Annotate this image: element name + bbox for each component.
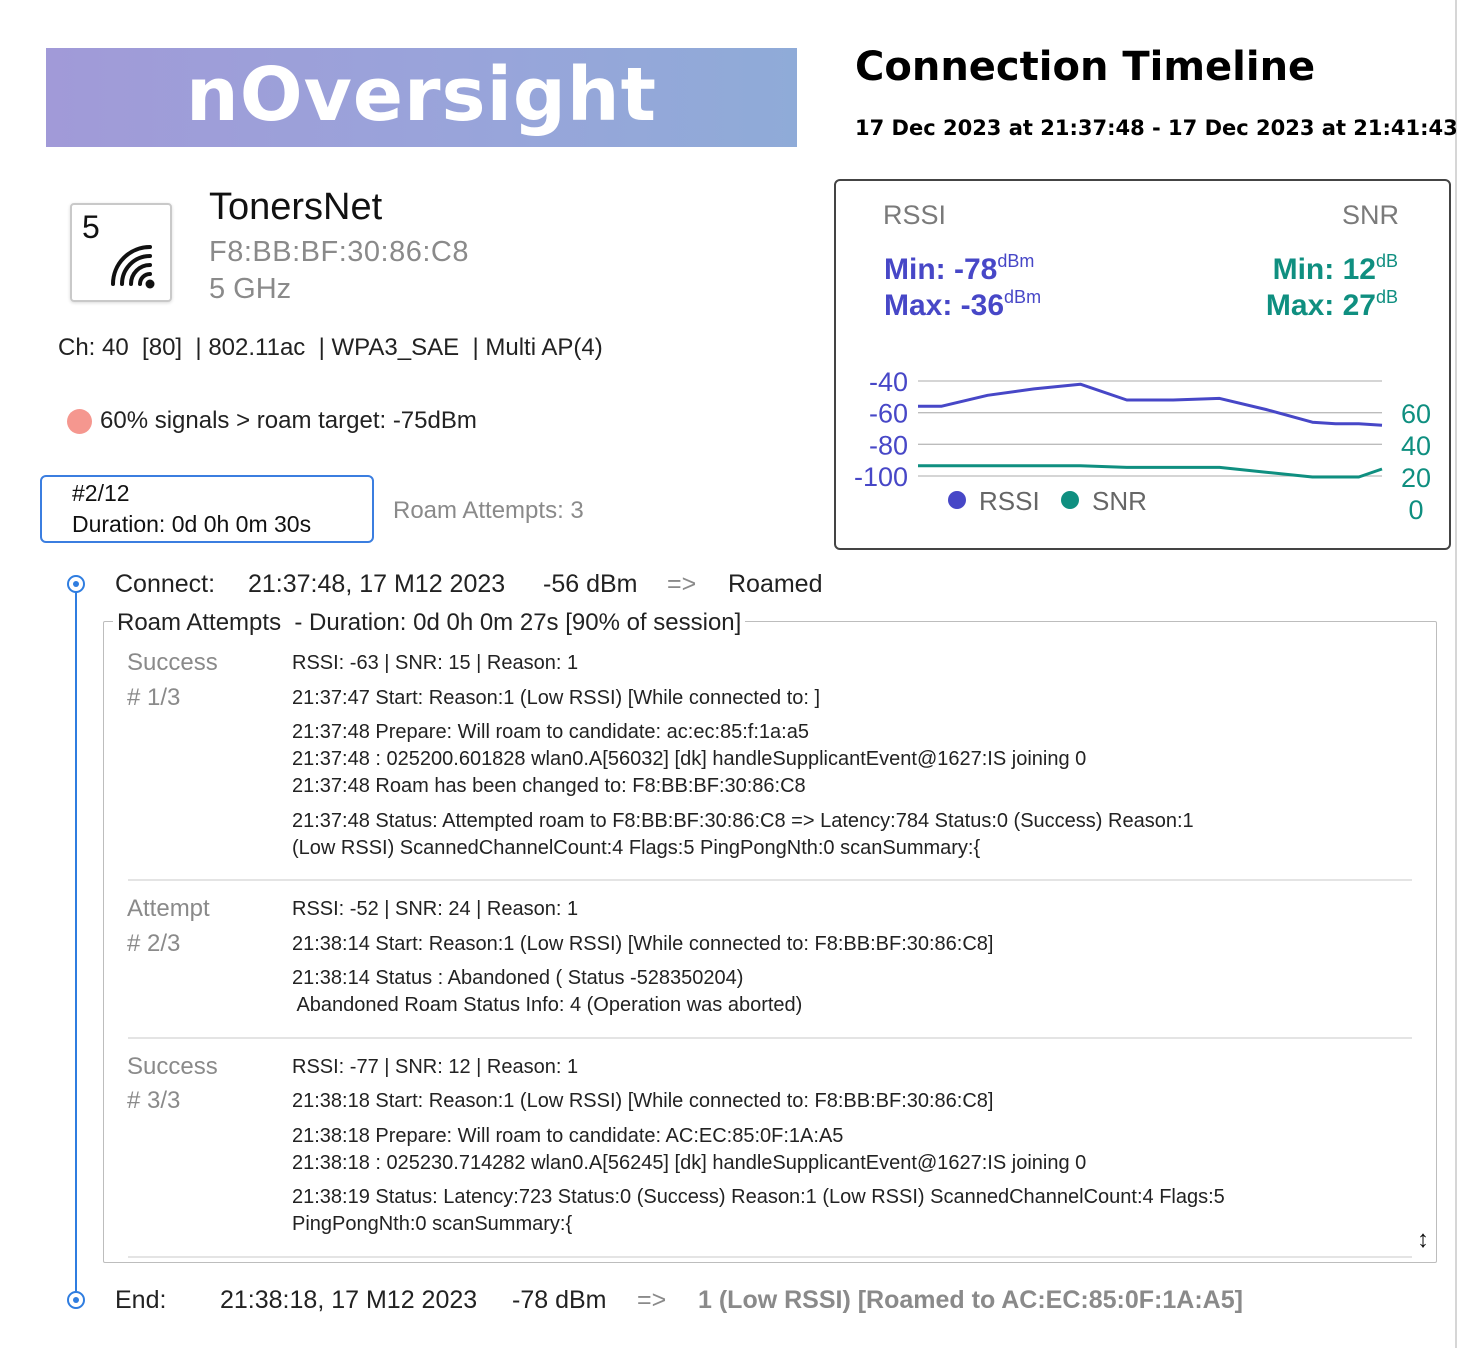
connect-result: Roamed — [728, 570, 823, 598]
right-axis-tick-label: 60 — [1400, 399, 1432, 429]
end-label: End: — [115, 1286, 167, 1314]
attempt-1-line: 21:37:48 : 025200.601828 wlan0.A[56032] [dk] handleSupplicantEvent@1627:IS joining 0 — [292, 748, 1087, 770]
timeline-line — [75, 590, 77, 1298]
attempt-3-line: 21:38:18 : 025230.714282 wlan0.A[56245] [dk] handleSupplicantEvent@1627:IS joining 0 — [292, 1152, 1087, 1174]
attempt-2-line: Abandoned Roam Status Info: 4 (Operation was aborted) — [292, 994, 803, 1016]
end-marker-icon — [67, 1291, 85, 1309]
rssi-max — [884, 287, 1041, 322]
page-title: Connection Timeline — [855, 44, 1316, 90]
roam-target-indicator — [67, 409, 92, 434]
wifi-signal-icon — [110, 241, 162, 293]
end-time: 21:38:18, 17 M12 2023 — [220, 1286, 478, 1314]
rssi-heading: RSSI — [883, 200, 947, 230]
snr-min-unit: dB — [1375, 251, 1398, 271]
roam-attempts-count: Roam Attempts: 3 — [393, 497, 584, 524]
left-axis-tick-label: -100 — [853, 462, 908, 492]
connect-time: 21:37:48, 17 M12 2023 — [248, 570, 506, 598]
attempt-3-summary: RSSI: -77 | SNR: 12 | Reason: 1 — [292, 1056, 579, 1078]
session-duration: Duration: 0d 0h 0m 30s — [72, 511, 312, 537]
attempt-3-line: 21:38:18 Prepare: Will roam to candidate: AC:EC:85:0F:1A:A5 — [292, 1125, 844, 1147]
network-frequency: 5 GHz — [209, 273, 292, 305]
attempt-1-line: (Low RSSI) ScannedChannelCount:4 Flags:5 PingPongNth:0 scanSummary:{ — [292, 837, 981, 859]
attempt-divider — [128, 879, 1412, 881]
resize-handle-icon[interactable]: ↕ — [1417, 1226, 1429, 1253]
attempt-1-line: 21:37:48 Prepare: Will roam to candidate: ac:ec:85:f:1a:a5 — [292, 721, 809, 743]
time-range: 17 Dec 2023 at 21:37:48 - 17 Dec 2023 at 21:41:43 — [855, 116, 1458, 140]
end-result: 1 (Low RSSI) [Roamed to AC:EC:85:0F:1A:A5] — [698, 1286, 1243, 1314]
rssi-min — [884, 251, 1034, 286]
attempt-3-status: Success — [127, 1053, 218, 1080]
attempt-3-line: 21:38:19 Status: Latency:723 Status:0 (Success) Reason:1 (Low RSSI) ScannedChannelCount:4 Flags:5 — [292, 1186, 1225, 1208]
attempt-2-status: Attempt — [127, 895, 210, 922]
legend-snr-marker — [1061, 491, 1079, 509]
attempt-2-number: # 2/3 — [127, 930, 181, 957]
attempt-1-number: # 1/3 — [127, 684, 181, 711]
network-bssid: F8:BB:BF:30:86:C8 — [209, 236, 469, 268]
legend-snr: SNR — [1092, 486, 1147, 516]
session-selector[interactable] — [40, 475, 374, 543]
legend-rssi: RSSI — [979, 486, 1040, 516]
signal-chart — [836, 181, 1449, 548]
attempt-1-line: 21:37:47 Start: Reason:1 (Low RSSI) [While connected to: ] — [292, 687, 821, 709]
attempt-1-line: 21:37:48 Roam has been changed to: F8:BB:BF:30:86:C8 — [292, 775, 806, 797]
end-rssi: -78 dBm — [512, 1286, 607, 1314]
band-badge — [70, 203, 172, 302]
session-index: #2/12 — [72, 480, 130, 506]
right-axis-tick-label: 40 — [1400, 431, 1432, 461]
left-axis-tick-label: -60 — [868, 398, 908, 429]
snr-min-value: Min: 12 — [1272, 253, 1376, 286]
noversight-logo — [46, 48, 797, 147]
left-axis-tick-label: -40 — [868, 367, 908, 397]
attempt-2-summary: RSSI: -52 | SNR: 24 | Reason: 1 — [292, 898, 579, 920]
snr-heading: SNR — [1341, 200, 1399, 230]
right-axis-tick-label: 0 — [1408, 495, 1424, 525]
attempt-divider — [128, 1256, 1412, 1258]
left-axis-tick-label: -80 — [868, 430, 908, 461]
rssi-max-value: Max: -36 — [884, 289, 1005, 322]
logo-text: nOversight — [186, 51, 657, 138]
rssi-min-value: Min: -78 — [884, 253, 998, 286]
connect-label: Connect: — [115, 570, 216, 598]
attempt-3-line: 21:38:18 Start: Reason:1 (Low RSSI) [While connected to: F8:BB:BF:30:86:C8] — [292, 1090, 994, 1112]
connect-rssi: -56 dBm — [543, 570, 638, 598]
signal-chart-panel — [834, 179, 1451, 550]
attempt-2-line: 21:38:14 Start: Reason:1 (Low RSSI) [While connected to: F8:BB:BF:30:86:C8] — [292, 933, 994, 955]
connect-marker-icon — [67, 575, 85, 593]
snr-series-line — [918, 466, 1382, 477]
legend-rssi-marker — [948, 491, 966, 509]
attempt-3-line: PingPongNth:0 scanSummary:{ — [292, 1213, 573, 1235]
rssi-min-unit: dBm — [997, 251, 1035, 271]
attempt-1-summary: RSSI: -63 | SNR: 15 | Reason: 1 — [292, 652, 579, 674]
right-axis-tick-label: 20 — [1400, 463, 1432, 493]
band-number: 5 — [82, 209, 100, 245]
snr-min — [1273, 251, 1398, 286]
attempt-3-number: # 3/3 — [127, 1087, 181, 1114]
roam-target-text: 60% signals > roam target: -75dBm — [100, 407, 477, 434]
snr-max — [1266, 287, 1398, 322]
network-ssid: TonersNet — [209, 186, 383, 228]
connect-arrow: => — [667, 570, 697, 598]
rssi-max-unit: dBm — [1004, 287, 1042, 307]
attempt-divider — [128, 1037, 1412, 1039]
snr-max-value: Max: 27 — [1265, 289, 1376, 322]
rssi-series-line — [918, 384, 1382, 425]
snr-max-unit: dB — [1375, 287, 1398, 307]
chart-legend — [948, 486, 1147, 516]
window-edge — [1455, 0, 1457, 1348]
end-arrow: => — [637, 1286, 667, 1314]
attempt-1-line: 21:37:48 Status: Attempted roam to F8:BB:BF:30:86:C8 => Latency:784 Status:0 (Success) Reason:1 — [292, 810, 1194, 832]
channel-info: Ch: 40 [80] | 802.11ac | WPA3_SAE | Multi AP(4) — [58, 334, 603, 361]
roam-attempts-legend: Roam Attempts - Duration: 0d 0h 0m 27s [90% of session] — [113, 609, 745, 637]
attempt-1-status: Success — [127, 649, 218, 676]
attempt-2-line: 21:38:14 Status : Abandoned ( Status -528350204) — [292, 967, 744, 989]
